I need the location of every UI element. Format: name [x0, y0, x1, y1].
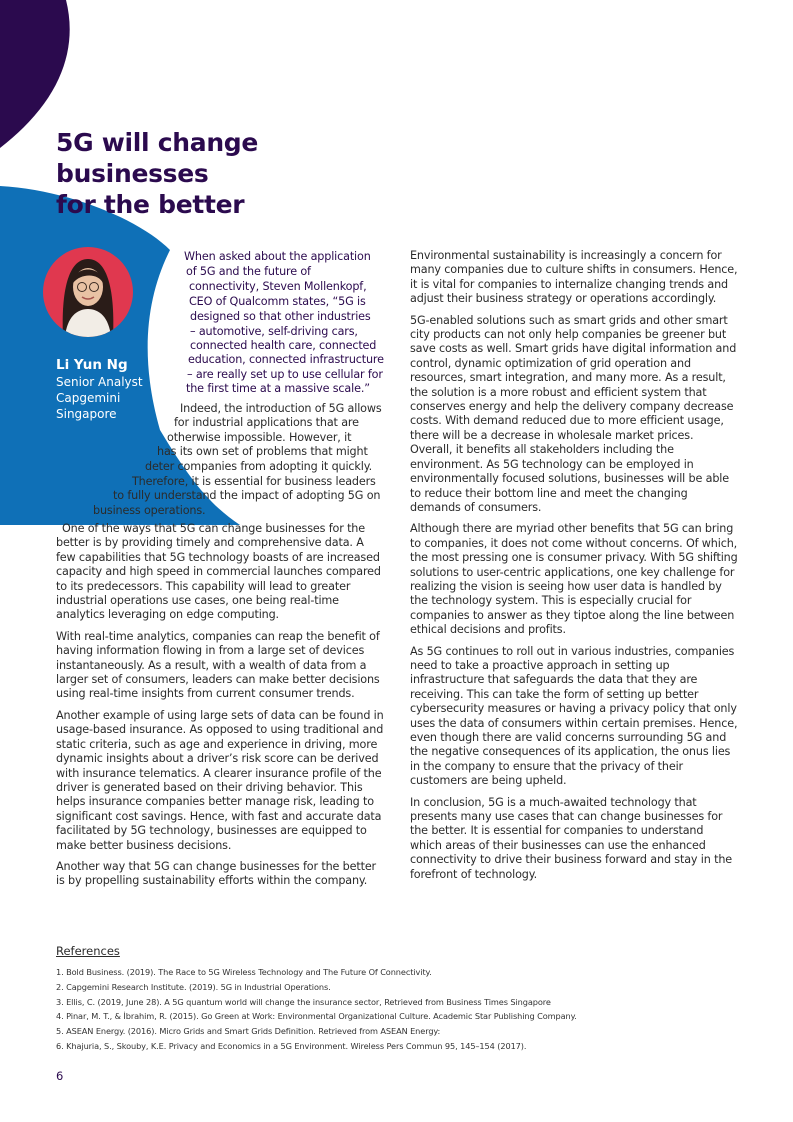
- quote-line: connected health care, connected: [190, 339, 377, 352]
- paragraph: In conclusion, 5G is a much-awaited technology that presents many use cases that can change businesses for the better. It is essential for companies to understand which areas of their businesses can use the enhanced connectivity to drive their business forward and stay in the forefront of technology.: [410, 795, 733, 881]
- quote-line: designed so that other industries: [190, 310, 371, 323]
- reference-item: 2. Capgemini Research Institute. (2019). 5G in Industrial Operations.: [56, 981, 331, 992]
- references-list: [56, 965, 746, 1054]
- page-title: [56, 127, 396, 220]
- intro-line: business operations.: [93, 504, 206, 517]
- quote-line: When asked about the application: [184, 250, 371, 263]
- quote-line: education, connected infrastructure: [188, 353, 384, 366]
- author-photo: [43, 247, 133, 337]
- paragraph: 5G-enabled solutions such as smart grids and other smart city products can not only help companies be greener but save costs as well. Smart grids have digital information and control, dynamic optimization of grid operation and resources, smart integration, and many more. As a result, the solution is a more robust and efficient system that conserves energy and help the delivery company decrease costs. With demand reduced due to more efficient usage, there will be a decrease in wholesale market prices. Overall, it benefits all stakeholders including the environment. As 5G technology can be employed in environmentally focused solutions, businesses will be able to reduce their bottom line and meet the changing demands of consumers.: [410, 313, 737, 514]
- reference-item: 4. Pinar, M. T., & İbrahim, R. (2015). Go Green at Work: Environmental Organizational Culture. Academic Star Publishing Company.: [56, 1011, 577, 1022]
- left-column: [56, 522, 386, 896]
- quote-line: CEO of Qualcomm states, “5G is: [189, 295, 366, 308]
- intro-line: Indeed, the introduction of 5G allows: [180, 402, 382, 415]
- paragraph: One of the ways that 5G can change businesses for the better is by providing timely and comprehensive data. A few capabilities that 5G technology boasts of are increased capacity and high speed in commercial launches compared to its predecessors. This capability will lead to greater industrial operations use cases, one being real-time analytics leveraging on edge computing.: [56, 522, 381, 622]
- intro-line: otherwise impossible. However, it: [167, 431, 352, 444]
- page-number: 6: [56, 1069, 64, 1083]
- paragraph: As 5G continues to roll out in various industries, companies need to take a proactive approach in setting up infrastructure that safeguards the data that they are receiving. This can take the form of setting up better cybersecurity measures or having a privacy policy that only uses the data of consumers within certain premises. Hence, even though there are valid concerns surrounding 5G and the negative consequences of its application, the onus lies in the company to ensure that the privacy of their customers are being upheld.: [410, 644, 738, 788]
- author-avatar: [43, 247, 133, 337]
- author-location: Singapore: [56, 407, 117, 421]
- author-company: Capgemini: [56, 391, 121, 405]
- references-title: References: [56, 944, 120, 958]
- paragraph: Environmental sustainability is increasingly a concern for many companies due to culture shifts in consumers. Hence, it is vital for companies to internalize changing trends and adjust their business strategy or operations accordingly.: [410, 249, 738, 306]
- purple-swoosh: [0, 0, 70, 148]
- quote-line: the first time at a massive scale.”: [186, 382, 370, 395]
- intro-line: has its own set of problems that might: [157, 445, 368, 458]
- title-line-2: for the better: [56, 190, 245, 219]
- quote-line: – automotive, self-driving cars,: [190, 325, 358, 338]
- references-section: [56, 944, 746, 1054]
- paragraph: Another way that 5G can change businesses for the better is by propelling sustainability efforts within the company.: [56, 859, 377, 888]
- intro-line: deter companies from adopting it quickly.: [145, 460, 372, 473]
- author-role: Senior Analyst: [56, 375, 143, 389]
- quote-line: connectivity, Steven Mollenkopf,: [189, 280, 367, 293]
- paragraph: With real-time analytics, companies can reap the benefit of having information flowing in from a large set of devices instantaneously. As a result, with a wealth of data from a larger set of consumers, leaders can make better decisions using real-time insights from current consumer trends.: [56, 629, 380, 701]
- title-line-1: 5G will change businesses: [56, 128, 259, 188]
- quote-line: of 5G and the future of: [186, 265, 311, 278]
- author-info: [56, 356, 143, 422]
- reference-item: 3. Ellis, C. (2019, June 28). A 5G quantum world will change the insurance sector, Retrieved from Business Times Singapore: [56, 996, 551, 1007]
- reference-item: 1. Bold Business. (2019). The Race to 5G Wireless Technology and The Future Of Connectivity.: [56, 967, 432, 977]
- intro-line: Therefore, it is essential for business leaders: [132, 475, 376, 488]
- quote-line: – are really set up to use cellular for: [187, 368, 383, 381]
- paragraph: Although there are myriad other benefits that 5G can bring to companies, it does not come without concerns. Of which, the most pressing one is consumer privacy. With 5G shifting solutions to user-centric applications, one key challenge for realizing the vision is seeing how user data is handled by the technology system. This is especially crucial for companies to answer as they tiptoe along the line between ethical decisions and profits.: [410, 522, 738, 637]
- intro-line: to fully understand the impact of adopting 5G on: [113, 489, 381, 502]
- right-column: [410, 249, 738, 889]
- reference-item: 5. ASEAN Energy. (2016). Micro Grids and Smart Grids Definition. Retrieved from ASEAN Energy:: [56, 1026, 441, 1037]
- intro-line: for industrial applications that are: [174, 416, 359, 429]
- author-name: Li Yun Ng: [56, 357, 128, 373]
- reference-item: 6. Khajuria, S., Skouby, K.E. Privacy and Economics in a 5G Environment. Wireless Pers Commun 95, 145–154 (2017).: [56, 1040, 527, 1051]
- paragraph: Another example of using large sets of data can be found in usage-based insurance. As opposed to using traditional and static criteria, such as age and experience in driving, more dynamic insights about a driver’s risk score can be derived with insurance telematics. A clearer insurance profile of the driver is generated based on their driving behavior. This helps insurance companies better manage risk, leading to significant cost savings. Hence, with fast and accurate data facilitated by 5G technology, businesses are equipped to make better business decisions.: [56, 708, 384, 852]
